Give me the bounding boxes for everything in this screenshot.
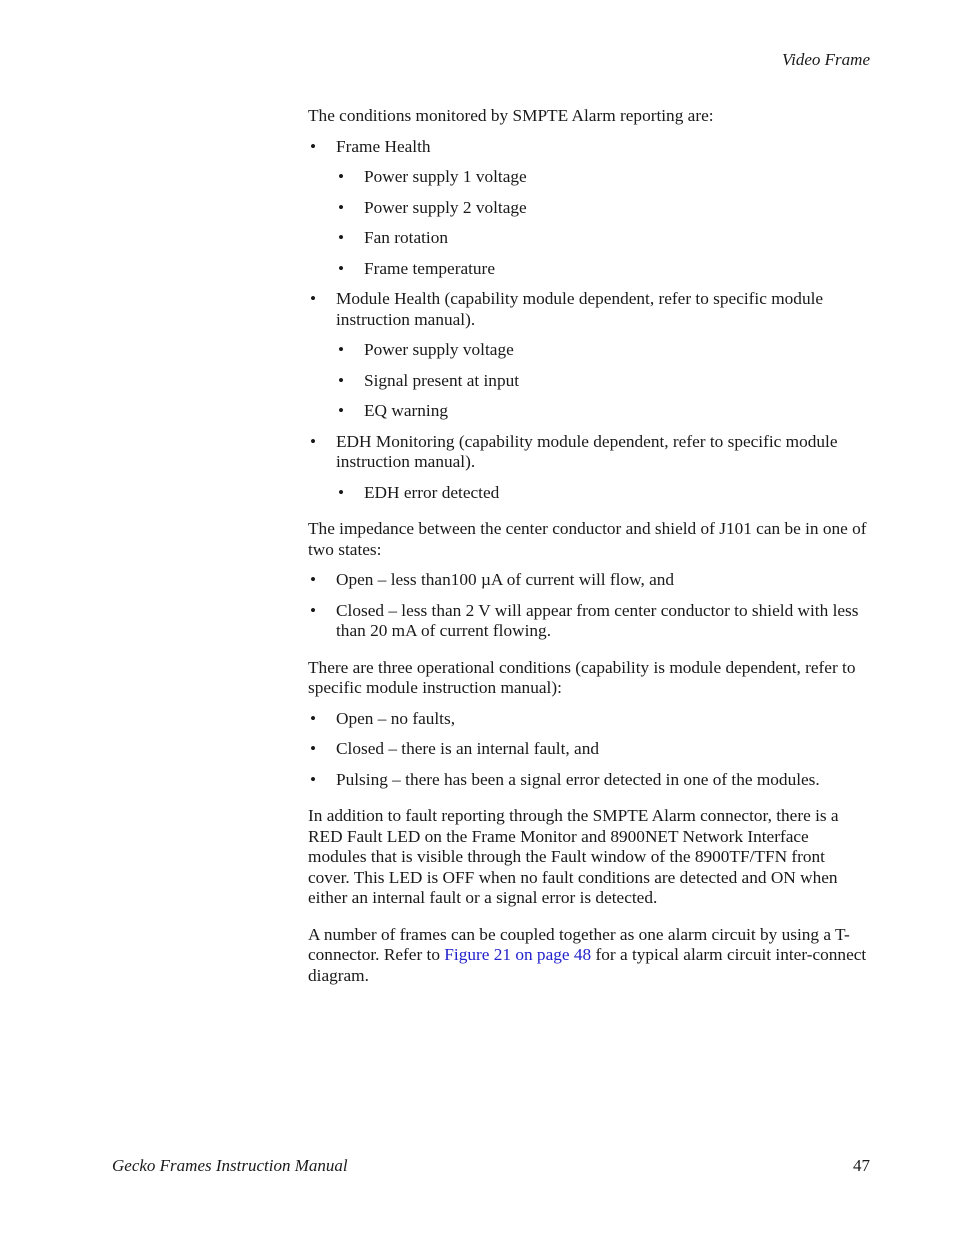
list-item: • Pulsing – there has been a signal error detected in one of the modules. [308, 770, 870, 791]
list-item: • Closed – there is an internal fault, and [308, 739, 870, 760]
coupling-text-after: for a typical alarm circuit inter-connect diagram. [308, 945, 867, 985]
frame-health-items [336, 167, 870, 279]
footer-manual-title: Gecko Frames Instruction Manual [112, 1156, 348, 1175]
fault-led-paragraph: In addition to fault reporting through the SMPTE Alarm connector, there is a RED Fault LED on the Frame Monitor and 8900NET Network Interface modules that is visible through the Fault window of the 8900TF/TFN front cover. This LED is OFF when no fault conditions are detected and ON when either an internal fault or a signal error is detected. [308, 806, 839, 907]
impedance-states-list [308, 570, 870, 642]
figure-21-link[interactable]: Figure 21 on page 48 [444, 945, 592, 964]
list-item: • Frame temperature [336, 259, 870, 280]
list-item: • Open – less than100 µA of current will flow, and [308, 570, 870, 591]
condition-label: Frame Health [336, 136, 431, 156]
list-item: • EDH error detected [336, 483, 870, 504]
list-item: • Open – no faults, [308, 709, 870, 730]
monitored-conditions-list [308, 137, 870, 504]
coupling-text-before: A number of frames can be coupled together as one alarm circuit by using a T-connector. Refer to [308, 924, 850, 964]
condition-label: EDH Monitoring (capability module dependent, refer to specific module instruction manual). [336, 431, 838, 471]
list-item: • Power supply voltage [336, 340, 870, 361]
list-item: • EQ warning [336, 401, 870, 422]
operational-conditions-list [308, 709, 870, 791]
list-item: • Fan rotation [336, 228, 870, 249]
condition-frame-health [308, 137, 870, 280]
list-item: • Signal present at input [336, 371, 870, 392]
list-item: • Power supply 1 voltage [336, 167, 870, 188]
condition-module-health [308, 289, 870, 422]
impedance-paragraph: The impedance between the center conductor and shield of J101 can be in one of two states: [308, 519, 867, 559]
intro-paragraph: The conditions monitored by SMPTE Alarm reporting are: [308, 106, 714, 125]
coupling-paragraph [308, 925, 870, 987]
footer-page-number: 47 [853, 1156, 870, 1175]
operational-paragraph: There are three operational conditions (capability is module dependent, refer to specific module instruction manual): [308, 657, 856, 697]
edh-monitoring-items [336, 483, 870, 504]
condition-label: Module Health (capability module dependent, refer to specific module instruction manual). [336, 289, 824, 329]
list-item: • Closed – less than 2 V will appear from center conductor to shield with less than 20 mA of current flowing. [308, 601, 870, 642]
page-body [308, 106, 870, 996]
condition-edh-monitoring [308, 432, 870, 504]
list-item: • Power supply 2 voltage [336, 198, 870, 219]
running-header: Video Frame [782, 50, 870, 69]
module-health-items [336, 340, 870, 422]
